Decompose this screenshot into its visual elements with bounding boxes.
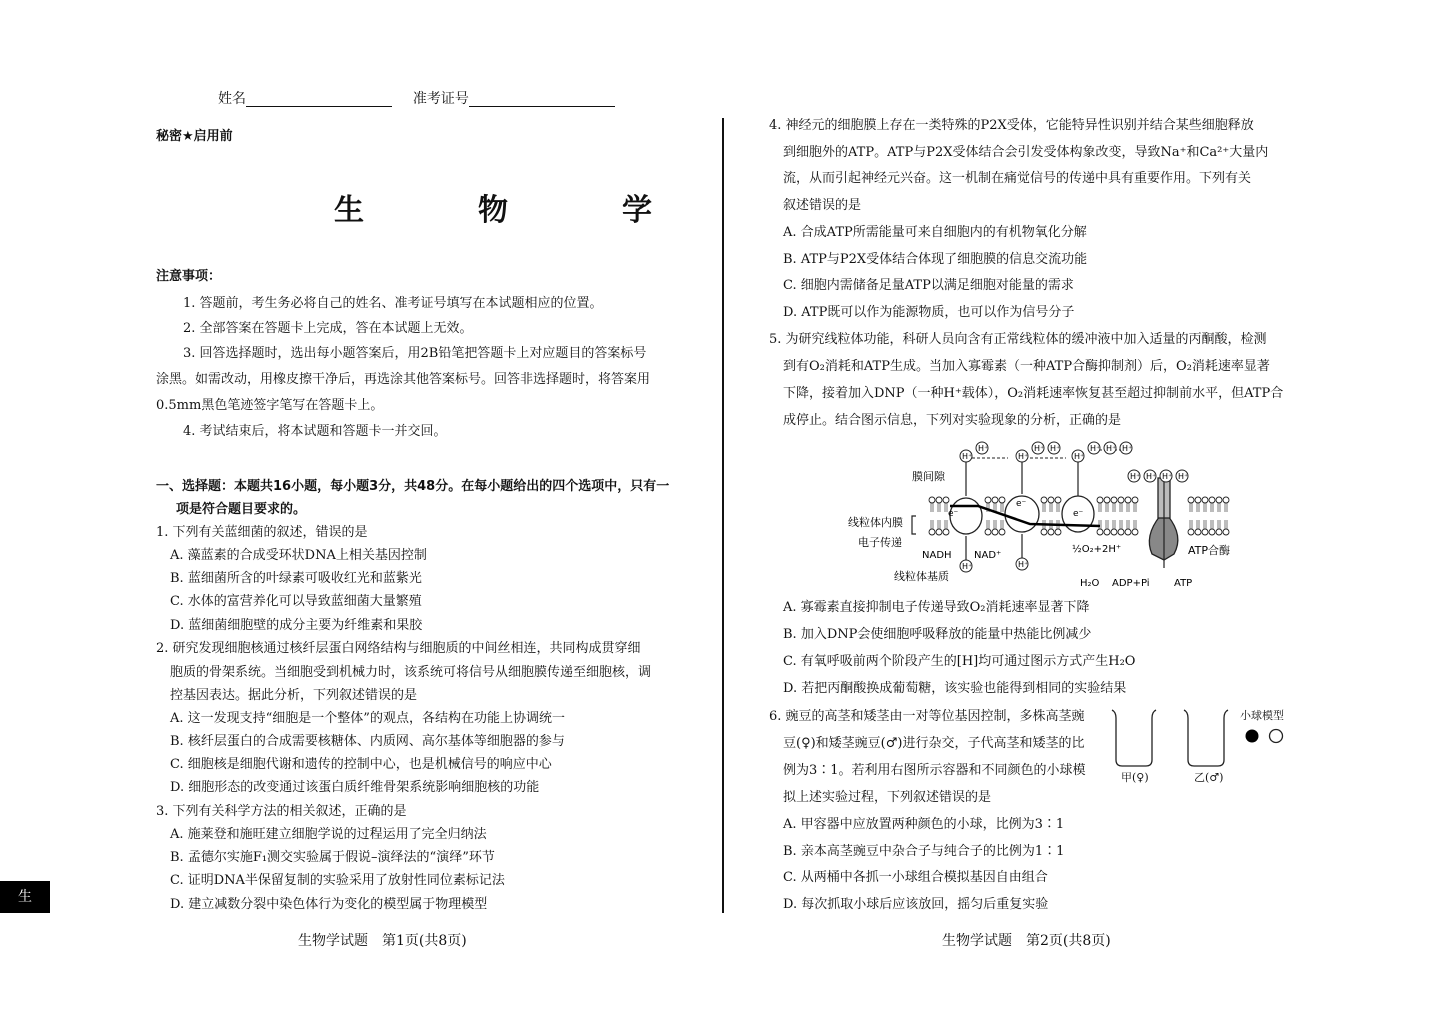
q2-option: B. 核纤层蛋白的合成需要核糖体、内质网、高尔基体等细胞器的参与 [170,734,565,749]
lipid-head [1188,497,1194,503]
electron-transfer-label: 电子传递 [858,536,902,549]
lipid-tail [1127,503,1129,512]
lipid-tail [1204,503,1206,512]
proton-label: H⁺ [1090,444,1101,453]
lipid-head [1111,529,1117,535]
atp-label: ATP [1174,578,1193,589]
notice-heading: 注意事项： [156,269,222,284]
lipid-tail [1001,520,1003,529]
lipid-head [943,497,949,503]
footer-left: 生物学试题 第1页(共8页) [298,933,467,949]
notice-line: 涂黑。如需改动，用橡皮擦干净后，再选涂其他答案标号。回答非选择题时，将答案用 [156,372,651,387]
lipid-head [936,529,942,535]
white-ball [1270,730,1283,743]
h2o-label: H₂O [1080,578,1100,589]
proton-label: H⁺ [1018,452,1029,461]
intermembrane-label: 膜间隙 [912,470,945,483]
q3-option: A. 施莱登和施旺建立细胞学说的过程运用了完全归纳法 [170,827,487,842]
q5-stem: 5. 为研究线粒体功能，科研人员向含有正常线粒体的缓冲液中加入适量的丙酮酸，检测 [769,332,1267,347]
footer-right: 生物学试题 第2页(共8页) [942,933,1111,949]
lipid-tail [994,520,996,529]
lipid-tail [987,520,989,529]
lipid-head [999,497,1005,503]
nadh-label: NADH [922,550,952,561]
lipid-tail [1057,503,1059,512]
complex-proteins [950,478,1178,560]
lipid-tail [1113,520,1115,529]
beaker-yi-label: 乙(♂) [1194,771,1224,784]
lipid-head [1132,529,1138,535]
q6-option: D. 每次抓取小球后应该放回，摇匀后重复实验 [783,897,1049,912]
lipid-head [1118,497,1124,503]
page-divider [722,118,724,913]
lipid-tail [1120,503,1122,512]
q3-stem: 3. 下列有关科学方法的相关叙述，正确的是 [156,804,407,819]
lipid-head [1223,497,1229,503]
q1-option: A. 藻蓝素的合成受环状DNA上相关基因控制 [170,548,427,563]
q6-stem: 豆(♀)和矮茎豌豆(♂)进行杂交，子代高茎和矮茎的比 [783,736,1085,751]
black-ball [1246,730,1259,743]
lipid-head [1104,497,1110,503]
lipid-head [1125,497,1131,503]
q5-option: D. 若把丙酮酸换成葡萄糖，该实验也能得到相同的实验结果 [783,681,1127,696]
lipid-tail [1211,520,1213,529]
q5-option: B. 加入DNP会使细胞呼吸释放的能量中热能比例减少 [783,627,1092,642]
electron-label: e⁻ [1016,499,1027,509]
lipid-head [1048,529,1054,535]
notice-line: 0.5mm黑色笔迹签字笔写在答题卡上。 [156,398,384,413]
nad-label: NAD⁺ [974,550,1002,561]
lipid-tail [1225,503,1227,512]
lipid-head [929,529,935,535]
lipid-tail [1197,520,1199,529]
beaker-yi [1184,710,1228,766]
ticket-label: 准考证号 [412,91,469,107]
q3-option: B. 孟德尔实施F₁测交实验属于假说–演绎法的“演绎”环节 [170,850,495,865]
name-blank [246,92,392,107]
lipid-tail [1120,520,1122,529]
lipid-tail [1106,520,1108,529]
mitochondria-diagram [840,436,1240,594]
proton-label: H⁺ [978,444,989,453]
q6-stem: 6. 豌豆的高茎和矮茎由一对等位基因控制，多株高茎豌 [769,709,1085,724]
lipid-tail [1106,503,1108,512]
q1-stem: 1. 下列有关蓝细菌的叙述，错误的是 [156,525,368,540]
q2-stem: 2. 研究发现细胞核通过核纤层蛋白网络结构与细胞质的中间丝相连，共同构成贯穿细 [156,641,641,656]
q1-option: D. 蓝细菌细胞壁的成分主要为纤维素和果胶 [170,618,423,633]
proton-label: H⁺ [1130,472,1141,481]
proton-label: H⁺ [1018,560,1029,569]
notice-line: 1. 答题前，考生务必将自己的姓名、准考证号填写在本试题相应的位置。 [183,296,603,311]
lipid-tail [938,503,940,512]
lipid-head [943,529,949,535]
subject-tab: 生 [0,881,50,913]
lipid-head [985,529,991,535]
lipid-head [1132,497,1138,503]
q4-option: D. ATP既可以作为能源物质，也可以作为信号分子 [783,305,1075,320]
lipid-head [999,529,1005,535]
proton-label: H⁺ [962,562,973,571]
q5-option: A. 寡霉素直接抑制电子传递导致O₂消耗速率显著下降 [783,600,1090,615]
q4-stem: 叙述错误的是 [783,198,862,213]
q3-option: D. 建立减数分裂中染色体行为变化的模型属于物理模型 [170,897,488,912]
adp-label: ADP+Pi [1112,578,1150,589]
ball-model-label: 小球模型 [1240,709,1284,722]
lipid-head [1188,529,1194,535]
lipid-tail [1099,520,1101,529]
inner-membrane-label: 线粒体内膜 [848,516,903,529]
lipid-tail [1043,503,1045,512]
lipid-tail [1204,520,1206,529]
section-heading: 一、选择题：本题共16小题，每小题3分，共48分。在每小题给出的四个选项中，只有一 [156,479,670,494]
lipid-tail [1050,503,1052,512]
lipid-tail [938,520,940,529]
q4-stem: 到细胞外的ATP。ATP与P2X受体结合会引发受体构象改变，导致Na⁺和Ca²⁺大量内 [783,145,1269,160]
q6-stem: 拟上述实验过程，下列叙述错误的是 [783,790,992,805]
lipid-tail [1001,503,1003,512]
q6-option: B. 亲本高茎豌豆中杂合子与纯合子的比例为1∶1 [783,844,1065,859]
q1-option: B. 蓝细菌所含的叶绿素可吸收红光和蓝紫光 [170,571,422,586]
q6-option: C. 从两桶中各抓一小球组合模拟基因自由组合 [783,870,1048,885]
lipid-tail [931,520,933,529]
q4-option: C. 细胞内需储备足量ATP以满足细胞对能量的需求 [783,278,1074,293]
o2-label: ½O₂+2H⁺ [1072,544,1122,555]
lipid-head [1097,497,1103,503]
q2-option: A. 这一发现支持“细胞是一个整体”的观点，各结构在功能上协调统一 [170,711,565,726]
lipid-tail [1190,503,1192,512]
lipid-head [1209,529,1215,535]
q4-option: A. 合成ATP所需能量可来自细胞内的有机物氧化分解 [783,225,1087,240]
proton-label: H⁺ [1034,444,1045,453]
lipid-head [1216,497,1222,503]
electron-label: e⁻ [948,509,959,519]
beaker-jia [1112,710,1156,766]
lipid-tail [1134,520,1136,529]
lipid-head [1125,529,1131,535]
q2-option: C. 细胞核是细胞代谢和遗传的控制中心，也是机械信号的响应中心 [170,757,552,772]
q6-option: A. 甲容器中应放置两种颜色的小球，比例为3∶1 [783,817,1065,832]
notice-line: 4. 考试结束后，将本试题和答题卡一并交回。 [183,424,447,439]
lipid-head [1104,529,1110,535]
lipid-tail [1113,503,1115,512]
electron-label: e⁻ [1073,509,1084,519]
lipid-head [1223,529,1229,535]
name-label: 姓名 [218,91,246,107]
lipid-tail [1197,503,1199,512]
proton-label: H⁺ [1074,452,1085,461]
proton-label: H⁺ [1146,472,1157,481]
lipid-tail [945,520,947,529]
q3-option: C. 证明DNA半保留复制的实验采用了放射性同位素标记法 [170,873,505,888]
proton-label: H⁺ [1162,472,1173,481]
lipid-head [1202,529,1208,535]
q2-stem: 控基因表达。据此分析，下列叙述错误的是 [170,688,418,703]
lipid-head [1055,497,1061,503]
q4-option: B. ATP与P2X受体结合体现了细胞膜的信息交流功能 [783,252,1088,267]
lipid-head [1055,529,1061,535]
lipid-head [1209,497,1215,503]
atp-synthase-label: ATP合酶 [1188,544,1231,557]
lipid-head [1202,497,1208,503]
lipid-head [1041,529,1047,535]
q1-option: C. 水体的富营养化可以导致蓝细菌大量繁殖 [170,594,422,609]
q4-stem: 流，从而引起神经元兴奋。这一机制在痛觉信号的传递中具有重要作用。下列有关 [783,171,1252,186]
lipid-head [1118,529,1124,535]
lipid-head [1111,497,1117,503]
lipid-head [1216,529,1222,535]
q5-stem: 下降，接着加入DNP（一种H⁺载体），O₂消耗速率恢复甚至超过抑制前水平，但ATP合 [783,386,1284,401]
lipid-tail [1225,520,1227,529]
proton-label: H⁺ [1178,472,1189,481]
q2-option: D. 细胞形态的改变通过该蛋白质纤维骨架系统影响细胞核的功能 [170,780,540,795]
lipid-head [929,497,935,503]
lipid-head [1195,529,1201,535]
q5-stem: 到有O₂消耗和ATP生成。当加入寡霉素（一种ATP合酶抑制剂）后，O₂消耗速率显著 [783,359,1270,374]
lipid-tail [1099,503,1101,512]
proton-label: H⁺ [1106,444,1117,453]
lipid-head [936,497,942,503]
proton-label: H⁺ [962,452,973,461]
page-title: 生 物 学 [334,193,694,228]
notice-line: 2. 全部答案在答题卡上完成，答在本试题上无效。 [183,321,473,336]
q2-stem: 胞质的骨架系统。当细胞受到机械力时，该系统可将信号从细胞膜传递至细胞核，调 [170,665,652,680]
lipid-head [985,497,991,503]
lipid-tail [931,503,933,512]
lipid-tail [1190,520,1192,529]
q5-stem: 成停止。结合图示信息，下列对实验现象的分析，正确的是 [783,413,1122,428]
q5-option: C. 有氧呼吸前两个阶段产生的[H]均可通过图示方式产生H₂O [783,654,1136,669]
lipid-head [1048,497,1054,503]
lipid-head [1195,497,1201,503]
lipid-tail [1127,520,1129,529]
proton-label: H⁺ [1122,444,1133,453]
lipid-tail [1218,503,1220,512]
lipid-head [1041,497,1047,503]
lipid-tail [1218,520,1220,529]
lipid-tail [1211,503,1213,512]
lipid-tail [945,503,947,512]
beaker-jia-label: 甲(♀) [1121,771,1149,784]
secret-mark: 秘密★启用前 [156,129,233,144]
section-heading-cont: 项是符合题目要求的。 [176,502,307,517]
ticket-blank [469,92,615,107]
lipid-tail [1134,503,1136,512]
lipid-head [992,497,998,503]
q6-stem: 例为3∶1。若利用右图所示容器和不同颜色的小球模 [783,763,1086,778]
matrix-label: 线粒体基质 [894,570,949,583]
proton-label: H⁺ [1050,444,1061,453]
lipid-head [1097,529,1103,535]
q4-stem: 4. 神经元的细胞膜上存在一类特殊的P2X受体，它能特异性识别并结合某些细胞释放 [769,118,1254,133]
lipid-head [992,529,998,535]
name-field [218,91,615,107]
notice-line: 3. 回答选择题时，选出每小题答案后，用2B铅笔把答题卡上对应题目的答案标号 [183,346,647,361]
